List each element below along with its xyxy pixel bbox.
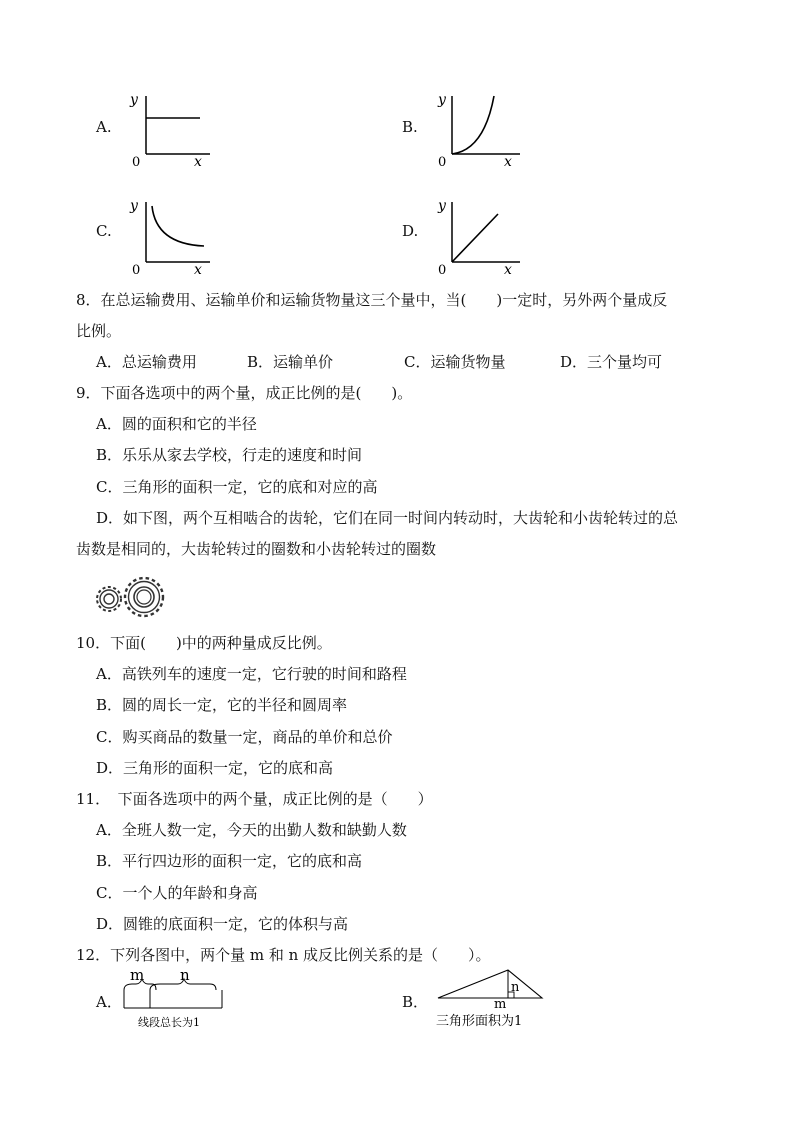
q8-stem-line2: 比例。	[76, 322, 122, 340]
graph-b-curve-up	[432, 90, 522, 168]
q12-option-a-label: A．	[96, 993, 122, 1011]
axis-y-label: y	[130, 92, 138, 108]
q10-option-a: A．高铁列车的速度一定，它行驶的时间和路程	[96, 665, 407, 683]
q9-option-d-line2: 齿数是相同的，大齿轮转过的圈数和小齿轮转过的圈数	[76, 540, 437, 558]
segment-diagram	[118, 964, 228, 1032]
q10-option-c: C．购买商品的数量一定，商品的单价和总价	[96, 728, 393, 746]
triangle-n-label: n	[511, 980, 520, 995]
segment-m-label: m	[130, 966, 145, 984]
axis-y-label: y	[130, 198, 138, 214]
graph-c-hyperbola	[126, 196, 210, 276]
axis-y-label: y	[438, 92, 446, 108]
segment-caption: 线段总长为1	[138, 1016, 200, 1029]
axis-x-label: x	[504, 262, 512, 276]
option-c-label: C.	[96, 222, 112, 240]
q8-option-c: C．运输货物量	[404, 353, 506, 371]
q8-option-b: B．运输单价	[247, 353, 334, 371]
graph-a-constant	[126, 90, 210, 168]
q8-stem-line1: 8．在总运输费用、运输单价和运输货物量这三个量中，当( )一定时，另外两个量成反	[76, 291, 668, 309]
q12-option-b-label: B．	[402, 993, 429, 1011]
axis-x-label: x	[194, 262, 202, 276]
q11-option-c: C．一个人的年龄和身高	[96, 884, 258, 902]
q10-option-d: D．三角形的面积一定，它的底和高	[96, 759, 334, 777]
origin-label: 0	[132, 155, 141, 168]
q9-option-d-line1: D．如下图，两个互相啮合的齿轮，它们在同一时间内转动时，大齿轮和小齿轮转过的总	[96, 509, 679, 527]
q9-option-b: B．乐乐从家去学校，行走的速度和时间	[96, 446, 363, 464]
q8-option-d: D．三个量均可	[560, 353, 663, 371]
axis-x-label: x	[194, 154, 202, 168]
origin-label: 0	[438, 155, 447, 168]
q10-stem: 10．下面( )中的两种量成反比例。	[76, 634, 332, 652]
q10-option-b: B．圆的周长一定，它的半径和圆周率	[96, 696, 348, 714]
option-b-label: B.	[402, 118, 418, 136]
q11-option-b: B．平行四边形的面积一定，它的底和高	[96, 852, 363, 870]
q9-option-a: A．圆的面积和它的半径	[96, 415, 257, 433]
triangle-caption: 三角形面积为1	[436, 1014, 523, 1029]
small-gear-icon	[97, 587, 121, 611]
option-d-label: D.	[402, 222, 419, 240]
graph-d-linear	[432, 196, 522, 276]
axis-y-label: y	[438, 198, 446, 214]
q8-option-a: A．总运输费用	[96, 353, 197, 371]
origin-label: 0	[438, 263, 447, 276]
q11-stem: 11． 下面各选项中的两个量，成正比例的是（ ）	[76, 790, 433, 808]
gears-image	[92, 572, 172, 620]
triangle-m-label: m	[494, 997, 507, 1012]
axis-x-label: x	[504, 154, 512, 168]
q9-option-c: C．三角形的面积一定，它的底和对应的高	[96, 478, 378, 496]
q9-stem: 9．下面各选项中的两个量，成正比例的是( )。	[76, 384, 413, 402]
triangle-diagram	[432, 966, 548, 1032]
segment-n-label: n	[180, 966, 190, 984]
q11-option-d: D．圆锥的底面积一定，它的体积与高	[96, 915, 349, 933]
option-a-label: A.	[96, 118, 112, 136]
q11-option-a: A．全班人数一定，今天的出勤人数和缺勤人数	[96, 821, 407, 839]
large-gear-icon	[125, 578, 163, 616]
origin-label: 0	[132, 263, 141, 276]
q12-stem: 12．下列各图中，两个量 m 和 n 成反比例关系的是（ ）。	[76, 946, 491, 964]
